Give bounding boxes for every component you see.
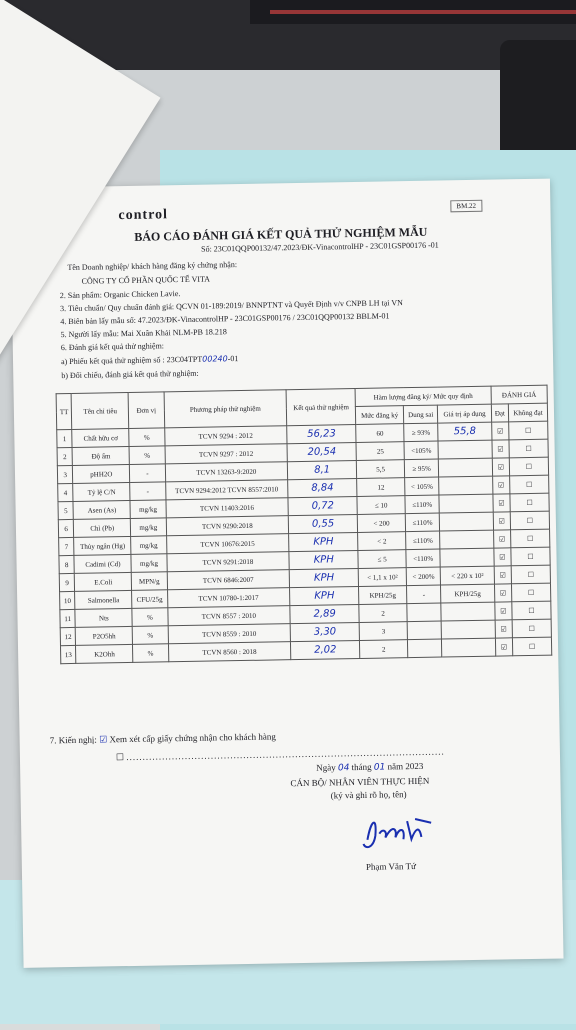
cell-unit: - bbox=[130, 464, 166, 483]
cell-result: 20,54 bbox=[287, 442, 356, 461]
recommendation-alt: ☐ .................................................................................................. bbox=[115, 746, 445, 763]
cell-method: TCVN 9294 : 2012 bbox=[164, 426, 287, 446]
cell-tt: 13 bbox=[60, 645, 76, 663]
date-month: 01 bbox=[373, 762, 386, 773]
cell-unit: mg/kg bbox=[130, 500, 166, 519]
results-body bbox=[57, 421, 552, 664]
cell-tt: 1 bbox=[57, 429, 73, 447]
cell-unit: % bbox=[132, 608, 168, 627]
cell-unit: mg/kg bbox=[131, 518, 167, 537]
cell-applied bbox=[440, 548, 494, 567]
cell-method: TCVN 10780-1:2017 bbox=[167, 588, 290, 608]
col-content: Hàm lượng đăng ký/ Mức quy định bbox=[355, 386, 491, 406]
cell-tt: 10 bbox=[60, 591, 76, 609]
fail-checkbox[interactable]: ☐ bbox=[510, 511, 549, 530]
date-day: 04 bbox=[337, 763, 350, 774]
cell-name: Asen (As) bbox=[73, 500, 130, 519]
cell-tol: <110% bbox=[406, 549, 440, 568]
info-standard: 3. Tiêu chuẩn/ Quy chuẩn đánh giá: QCVN 01-189:2019/ BNNPTNT và Quyết Định v/v CNPB LH tại VN bbox=[60, 298, 403, 314]
cell-applied bbox=[439, 494, 493, 513]
cell-unit: CFU/25g bbox=[132, 590, 168, 609]
cell-applied bbox=[439, 458, 493, 477]
pass-checkbox[interactable]: ☑ bbox=[492, 458, 509, 476]
recommendation bbox=[50, 731, 276, 746]
cell-applied bbox=[442, 638, 496, 657]
cell-tol: ≥ 93% bbox=[404, 423, 438, 442]
col-applied: Giá trị áp dụng bbox=[438, 404, 492, 423]
cell-name: P2O5hh bbox=[76, 626, 133, 645]
cell-tol: < 105% bbox=[405, 477, 439, 496]
pass-checkbox[interactable]: ☑ bbox=[493, 512, 510, 530]
col-tol: Dung sai bbox=[403, 405, 437, 424]
cell-method: TCVN 9294:2012 TCVN 8557:2010 bbox=[165, 480, 288, 500]
cell-reg: 2 bbox=[360, 640, 408, 659]
cell-name: Chất hữu cơ bbox=[72, 428, 129, 447]
pass-checkbox[interactable]: ☑ bbox=[492, 476, 509, 494]
cell-method: TCVN 13263-9:2020 bbox=[165, 462, 288, 482]
cell-unit: % bbox=[129, 446, 165, 465]
cell-reg: 2 bbox=[359, 604, 407, 623]
cell-tt: 12 bbox=[60, 627, 76, 645]
cell-tol: < 200% bbox=[406, 567, 440, 586]
cell-name: Nts bbox=[75, 608, 132, 627]
fail-checkbox[interactable]: ☐ bbox=[509, 457, 548, 476]
cell-result: 56,23 bbox=[287, 425, 356, 444]
recommendation-alt-checkbox[interactable]: ☐ bbox=[115, 752, 125, 763]
cell-unit: MPN/g bbox=[131, 572, 167, 591]
cell-unit: % bbox=[132, 626, 168, 645]
cell-name: Salmonella bbox=[75, 590, 132, 609]
pass-checkbox[interactable]: ☑ bbox=[493, 494, 510, 512]
info-comparison: b) Đối chiếu, đánh giá kết quả thử nghiệm: bbox=[61, 368, 199, 381]
cell-result: KPH bbox=[289, 550, 358, 569]
sign-date bbox=[316, 761, 423, 774]
cell-tt: 11 bbox=[60, 609, 76, 627]
cell-tol bbox=[407, 621, 441, 640]
cell-method: TCVN 8559 : 2010 bbox=[168, 624, 291, 644]
keyboard-light bbox=[270, 10, 576, 14]
fail-checkbox[interactable]: ☐ bbox=[512, 619, 551, 638]
cell-tt: 4 bbox=[58, 483, 74, 501]
pass-checkbox[interactable]: ☑ bbox=[494, 584, 511, 602]
cell-unit: mg/kg bbox=[131, 554, 167, 573]
cell-tol bbox=[408, 639, 442, 658]
test-report-suffix: -01 bbox=[227, 354, 239, 364]
info-sampling-record: 4. Biên bản lấy mẫu số: 47.2023/ĐK-VinacontrolHP - 23C01GSP00176 / 23C01QQP00132 BBLM-01 bbox=[60, 311, 390, 327]
col-method: Phương pháp thử nghiệm bbox=[164, 390, 287, 428]
cell-tt: 3 bbox=[57, 465, 73, 483]
cell-reg: ≤ 5 bbox=[358, 550, 406, 569]
signature bbox=[357, 809, 438, 859]
pass-checkbox[interactable]: ☑ bbox=[492, 440, 509, 458]
results-table bbox=[56, 385, 553, 665]
cell-name: Cadimi (Cd) bbox=[74, 554, 131, 573]
cell-applied: KPH/25g bbox=[441, 584, 495, 603]
cell-reg: KPH/25g bbox=[359, 586, 407, 605]
cell-method: TCVN 6846:2007 bbox=[167, 570, 290, 590]
cell-tol: - bbox=[407, 585, 441, 604]
cell-result: 3,30 bbox=[290, 622, 359, 641]
pass-checkbox[interactable]: ☑ bbox=[494, 566, 511, 584]
cell-name: Độ ẩm bbox=[72, 446, 129, 465]
cell-name: pHH2O bbox=[73, 464, 130, 483]
cell-name: Tỷ lệ C/N bbox=[73, 482, 130, 501]
cell-method: TCVN 8557 : 2010 bbox=[167, 606, 290, 626]
col-reg: Mức đăng ký bbox=[356, 406, 404, 425]
col-result: Kết quả thử nghiệm bbox=[286, 389, 356, 426]
cell-reg: 3 bbox=[359, 622, 407, 641]
cell-tol bbox=[407, 603, 441, 622]
pass-checkbox[interactable]: ☑ bbox=[495, 602, 512, 620]
cell-name: K2Ohh bbox=[76, 644, 133, 663]
cell-tt: 6 bbox=[58, 519, 74, 537]
cell-result: 8,84 bbox=[288, 478, 357, 497]
cell-reg: 5,5 bbox=[356, 460, 404, 479]
cell-method: TCVN 9297 : 2012 bbox=[165, 444, 288, 464]
cell-applied: 55,8 bbox=[438, 422, 492, 441]
signer-name: Phạm Văn Tứ bbox=[365, 861, 417, 872]
cell-method: TCVN 10676:2015 bbox=[166, 534, 289, 554]
pass-checkbox[interactable]: ☑ bbox=[495, 620, 512, 638]
cell-tt: 2 bbox=[57, 447, 73, 465]
cell-unit: % bbox=[129, 428, 165, 447]
date-label: Ngày bbox=[316, 762, 336, 773]
fail-checkbox[interactable]: ☐ bbox=[510, 529, 549, 548]
cell-tt: 8 bbox=[59, 555, 75, 573]
col-pass: Đạt bbox=[491, 404, 508, 422]
fail-checkbox[interactable]: ☐ bbox=[511, 583, 550, 602]
cell-result: 0,72 bbox=[288, 496, 357, 515]
test-report-prefix: a) Phiếu kết quả thử nghiệm số : 23C04TPT bbox=[60, 354, 203, 367]
cell-reg: ≤ 10 bbox=[357, 496, 405, 515]
info-test-report bbox=[61, 354, 238, 366]
recommendation-checkbox[interactable]: ☑ bbox=[99, 734, 108, 745]
cell-reg: < 200 bbox=[357, 514, 405, 533]
cell-reg: 25 bbox=[356, 442, 404, 461]
cell-result: 8,1 bbox=[288, 460, 357, 479]
cell-tol: ≥ 95% bbox=[404, 459, 438, 478]
fail-checkbox[interactable]: ☐ bbox=[509, 439, 548, 458]
fail-checkbox[interactable]: ☐ bbox=[510, 493, 549, 512]
cell-method: TCVN 11403:2016 bbox=[165, 498, 288, 518]
cell-reg: < 2 bbox=[358, 532, 406, 551]
info-product: 2. Sản phẩm: Organic Chicken Lavie. bbox=[59, 289, 181, 301]
cell-tt: 5 bbox=[58, 501, 74, 519]
recommendation-text: Xem xét cấp giấy chứng nhận cho khách hàng bbox=[109, 731, 276, 745]
fail-checkbox[interactable]: ☐ bbox=[512, 601, 551, 620]
report-number: Số: 23C01QQP00132/47.2023/ĐK-VinacontrolHP - 23C01GSP00176 -01 bbox=[201, 240, 439, 254]
cell-method: TCVN 9290:2018 bbox=[166, 516, 289, 536]
cell-name: Chì (Pb) bbox=[74, 518, 131, 537]
cell-applied bbox=[439, 476, 493, 495]
cell-tol: ≤110% bbox=[406, 531, 440, 550]
cell-result: KPH bbox=[289, 568, 358, 587]
pass-checkbox[interactable]: ☑ bbox=[493, 530, 510, 548]
cell-name: E.Coli bbox=[75, 572, 132, 591]
col-unit: Đơn vị bbox=[128, 392, 164, 429]
cell-result: KPH bbox=[290, 586, 359, 605]
signature-icon bbox=[357, 809, 438, 854]
cell-applied bbox=[440, 530, 494, 549]
date-year: năm 2023 bbox=[387, 760, 424, 772]
cell-unit: % bbox=[133, 644, 169, 663]
pass-checkbox[interactable]: ☑ bbox=[491, 422, 508, 440]
cell-tol: ≤110% bbox=[405, 495, 439, 514]
fail-checkbox[interactable]: ☐ bbox=[511, 547, 550, 566]
test-report-number: 00240 bbox=[202, 354, 228, 364]
cell-tol: <105% bbox=[404, 441, 438, 460]
col-tt: TT bbox=[56, 393, 72, 429]
cell-result: 2,89 bbox=[290, 604, 359, 623]
cell-method: TCVN 9291:2018 bbox=[166, 552, 289, 572]
fail-checkbox[interactable]: ☐ bbox=[511, 565, 550, 584]
info-customer-label: Tên Doanh nghiệp/ khách hàng đăng ký chứng nhận: bbox=[67, 260, 238, 273]
fail-checkbox[interactable]: ☐ bbox=[512, 637, 551, 656]
cell-unit: - bbox=[130, 482, 166, 501]
info-sampler: 5. Người lấy mẫu: Mai Xuân Khải NLM-PB 18.218 bbox=[60, 327, 227, 340]
form-code: BM.22 bbox=[450, 200, 482, 213]
cell-reg: < 1,1 x 10² bbox=[358, 568, 406, 587]
cell-method: TCVN 8560 : 2018 bbox=[168, 642, 291, 662]
cell-tt: 7 bbox=[59, 537, 75, 555]
cell-name: Thủy ngân (Hg) bbox=[74, 536, 131, 555]
cell-result: KPH bbox=[289, 532, 358, 551]
company-logo: control bbox=[118, 207, 169, 224]
cell-tt: 9 bbox=[59, 573, 75, 591]
info-evaluation: 6. Đánh giá kết quả thử nghiệm: bbox=[60, 341, 165, 353]
staff-subtitle: (ký và ghi rõ họ, tên) bbox=[330, 789, 407, 801]
col-name: Tên chỉ tiêu bbox=[71, 392, 128, 429]
cell-reg: 12 bbox=[357, 478, 405, 497]
cell-result: 2,02 bbox=[291, 640, 360, 659]
staff-title: CÁN BỘ/ NHÂN VIÊN THỰC HIỆN bbox=[290, 775, 430, 789]
cell-applied: < 220 x 10² bbox=[440, 566, 494, 585]
col-eval: ĐÁNH GIÁ bbox=[491, 385, 547, 404]
cell-applied bbox=[438, 440, 492, 459]
col-fail: Không đạt bbox=[508, 403, 547, 422]
cell-result: 0,55 bbox=[289, 514, 358, 533]
cell-tol: ≤110% bbox=[405, 513, 439, 532]
fail-checkbox[interactable]: ☐ bbox=[510, 475, 549, 494]
pass-checkbox[interactable]: ☑ bbox=[494, 548, 511, 566]
cell-applied bbox=[439, 512, 493, 531]
fail-checkbox[interactable]: ☐ bbox=[509, 421, 548, 440]
recommendation-label: 7. Kiến nghị: bbox=[49, 734, 97, 746]
report-sheet bbox=[10, 179, 564, 968]
cell-reg: 60 bbox=[356, 424, 404, 443]
info-customer-name: CÔNG TY CỔ PHẦN QUỐC TẾ VITA bbox=[81, 274, 211, 286]
report-title: BÁO CÁO ĐÁNH GIÁ KẾT QUẢ THỬ NGHIỆM MẪU bbox=[134, 224, 428, 244]
cell-unit: mg/kg bbox=[131, 536, 167, 555]
month-label: tháng bbox=[351, 761, 372, 773]
cell-applied bbox=[441, 620, 495, 639]
cell-applied bbox=[441, 602, 495, 621]
pass-checkbox[interactable]: ☑ bbox=[495, 638, 512, 656]
